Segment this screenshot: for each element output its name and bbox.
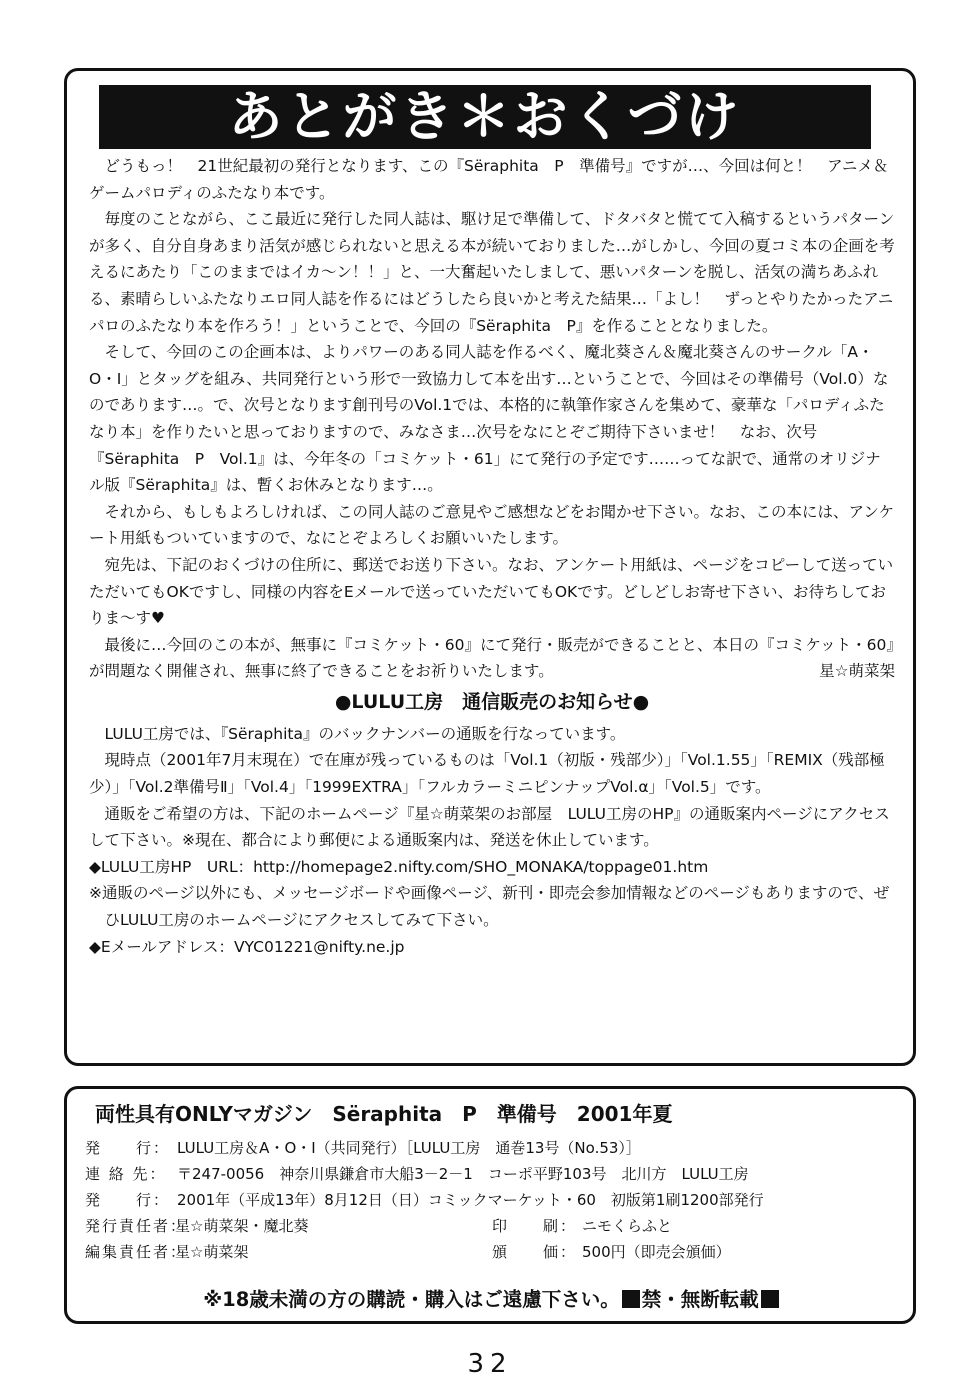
colophon-frame — [64, 1086, 916, 1324]
afterword-body — [89, 153, 895, 960]
afterword-closing — [89, 632, 895, 685]
colophon-row — [85, 1187, 899, 1213]
afterword-frame — [64, 68, 916, 1066]
mail-order-heading: ●LULU工房 通信販売のお知らせ● — [334, 690, 650, 713]
age-warning — [85, 1285, 899, 1315]
mail-order-paragraph: 通販をご希望の方は、下記のホームページ『星☆萌菜架のお部屋 LULU工房のHP』の通販案内ページにアクセスして下さい。※現在、都合により郵便による通販案内は、発送を休止しています。 — [89, 804, 890, 850]
mail-order-paragraph: 現時点（2001年7月末現在）で在庫が残っているものは「Vol.1（初版・残部少）」「Vol.1.55」「REMIX（残部極少）」「Vol.2準備号Ⅱ」「Vol.4」「1999EXTRA」「フルカラーミニピンナップVol.α」「Vol.5」です。 — [89, 751, 885, 797]
colophon-label: 印 刷： — [492, 1217, 578, 1235]
colophon-row — [85, 1239, 899, 1265]
afterword-title: あとがき＊おくづけ — [99, 85, 871, 149]
colophon-value: 2001年（平成13年）8月12日（日）コミックマーケット・60 初版第1刷1200部発行 — [177, 1191, 764, 1209]
colophon-value: 500円（即売会頒価） — [582, 1243, 731, 1261]
mail-order-note: ※通販のページ以外にも、メッセージボードや画像ページ、新刊・即売会参加情報などのページもありますので、ぜひLULU工房のホームページにアクセスしてみて下さい。 — [89, 884, 890, 930]
colophon-value: LULU工房＆A・O・I（共同発行）［LULU工房 通巻13号（No.53）］ — [177, 1139, 641, 1157]
colophon-value: 星☆萌菜架 — [175, 1243, 249, 1261]
email-line: ◆Eメールアドレス：VYC01221@nifty.ne.jp — [89, 937, 405, 956]
no-reprint-text: 禁・無断転載 — [641, 1288, 759, 1311]
colophon-row — [85, 1161, 899, 1187]
colophon-label: 編集責任者： — [85, 1243, 188, 1261]
mail-order-paragraph: LULU工房では、『Sëraphita』のバックナンバーの通販を行なっています。 — [104, 724, 626, 743]
colophon-value: ニモくらふと — [582, 1217, 673, 1235]
signature: 星☆萌菜架 — [819, 662, 895, 681]
closing-text: 最後に…今回のこの本が、無事に『コミケット・60』にて発行・販売ができることと、本日の『コミケット・60』が問題なく開催され、無事に終了できることをお祈りいたします。 — [89, 635, 895, 681]
colophon-row — [85, 1135, 899, 1161]
black-square-icon — [622, 1290, 640, 1308]
afterword-paragraph: そして、今回のこの企画本は、よりパワーのある同人誌を作るべく、魔北葵さん＆魔北葵さんのサークル「A・O・I」とタッグを組み、共同発行という形で一致協力して本を出す…ということで、今回はその準備号（Vol.0）なのであります…。で、次号となります創刊号のVol.1では、本格的に執筆作家さんを集めて、豪華な「パロディふたなり本」を作りたいと思っておりますので、みなさま…次号をなにとぞご期待下さいませ！ なお、次号『Sëraphita P Vol.1』は、今年冬の「コミケット・61」にて発行の予定です……ってな訳で、通常のオリジナル版『Sëraphita』は、暫くお休みとなります…。 — [89, 343, 889, 495]
colophon-row — [85, 1213, 899, 1239]
afterword-paragraph: 毎度のことながら、ここ最近に発行した同人誌は、駆け足で準備して、ドタバタと慌てて入稿するというパターンが多く、自分自身あまり活気が感じられないと思える本が続いておりました…がしかし、今回の夏コミ本の企画を考えるにあたり「このままではイカ～ン！！」と、一大奮起いたしまして、悪いパターンを脱し、活気の満ちあふれる、素晴らしいふたなりエロ同人誌を作るにはどうしたら良いかと考えた結果…「よし！ ずっとやりたかったアニパロのふたなり本を作ろう！」ということで、今回の『Sëraphita P』を作ることとなりました。 — [89, 210, 895, 335]
hp-url-line: ◆LULU工房HP URL：http://homepage2.nifty.com/SHO_MONAKA/toppage01.htm — [89, 857, 709, 876]
colophon-heading: 両性具有ONLYマガジン Sëraphita P 準備号 2001年夏 — [95, 1102, 673, 1126]
page-number: 32 — [467, 1349, 513, 1379]
colophon-label: 発 行： — [85, 1191, 171, 1209]
afterword-paragraph: それから、もしもよろしければ、この同人誌のご意見やご感想などをお聞かせ下さい。なお、この本には、アンケート用紙もついていますので、なにとぞよろしくお願いいたします。 — [89, 502, 895, 548]
colophon-label: 連 絡 先： — [85, 1165, 167, 1183]
colophon-label: 発行責任者： — [85, 1217, 188, 1235]
afterword-paragraph: 宛先は、下記のおくづけの住所に、郵送でお送り下さい。なお、アンケート用紙は、ページをコピーして送っていただいてもOKですし、同様の内容をEメールで送っていただいてもOKです。どしどしお寄せ下さい、お待ちしておりま～す♥ — [89, 555, 894, 628]
age-warning-text: ※18歳未満の方の購読・購入はご遠慮下さい。 — [203, 1288, 620, 1311]
colophon-label: 発 行： — [85, 1139, 171, 1157]
colophon-value: 〒247-0056 神奈川県鎌倉市大船3－2－1 コーポ平野103号 北川方 LULU工房 — [177, 1165, 749, 1183]
colophon-label: 頒 価： — [492, 1243, 578, 1261]
afterword-paragraph: どうもっ！ 21世紀最初の発行となります、この『Sëraphita P 準備号』ですが…、今回は何と！ アニメ＆ゲームパロディのふたなり本です。 — [89, 157, 889, 202]
colophon-value: 星☆萌菜架・魔北葵 — [175, 1217, 309, 1235]
colophon-rows — [85, 1135, 899, 1265]
black-square-icon — [761, 1290, 779, 1308]
